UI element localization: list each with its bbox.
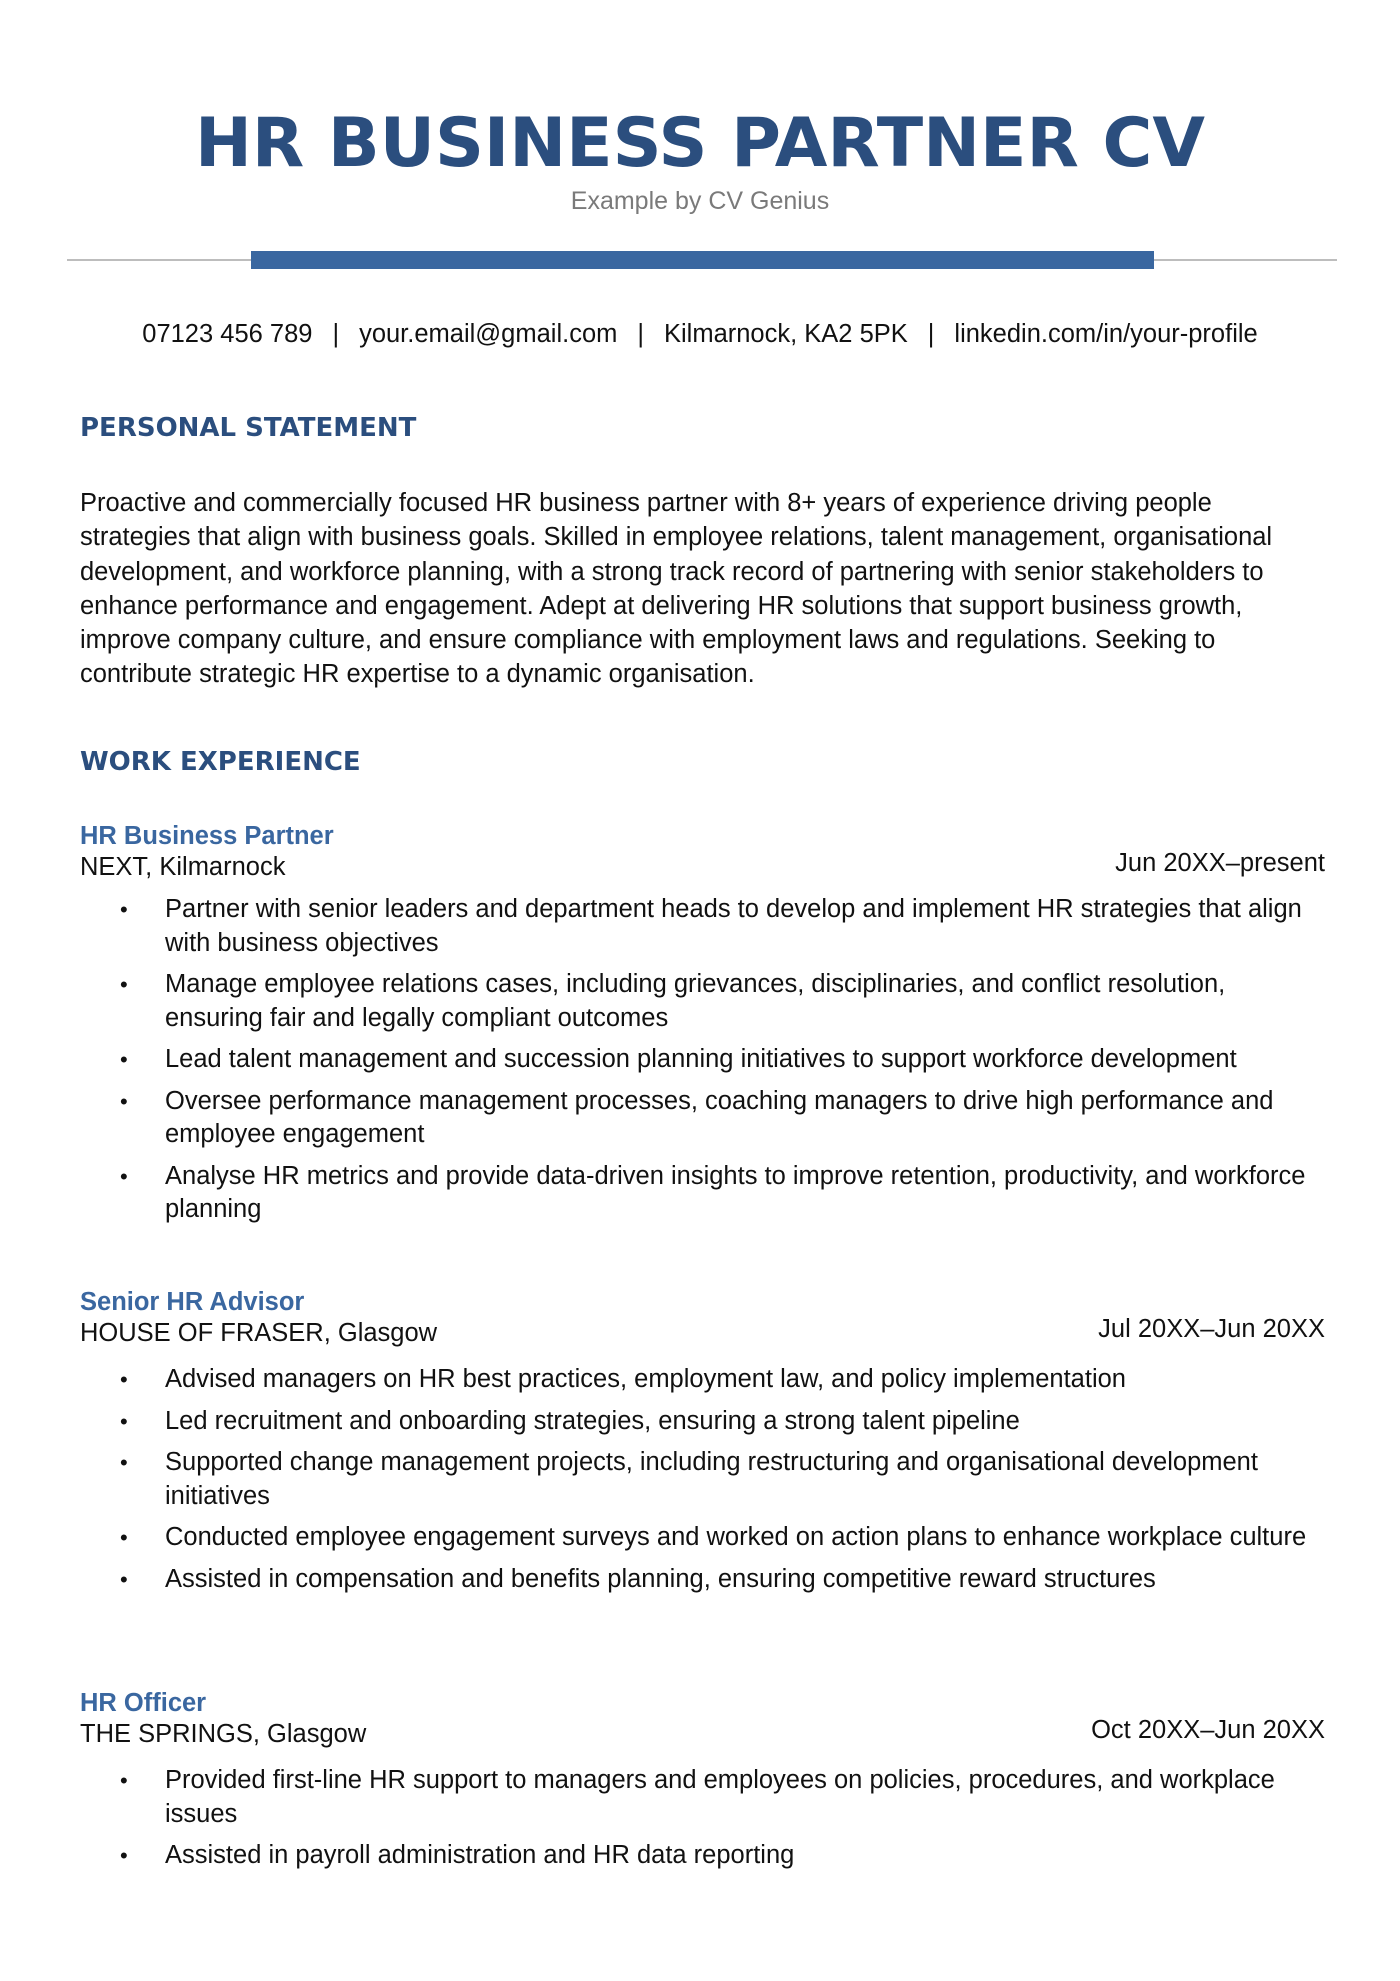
duty-text: Partner with senior leaders and department heads to develop and implement HR strategies that align with business objectives — [165, 895, 1302, 957]
bullet-icon: • — [120, 1843, 128, 1868]
personal-statement-heading: PERSONAL STATEMENT — [80, 413, 417, 443]
duty-item — [80, 1764, 1325, 1831]
duty-item — [80, 893, 1325, 960]
duty-item — [80, 1521, 1325, 1555]
job-entry — [80, 821, 1325, 1235]
duty-item — [80, 968, 1325, 1035]
contact-location: Kilmarnock, KA2 5PK — [664, 320, 908, 348]
duty-item — [80, 1839, 1325, 1873]
bullet-icon: • — [120, 1450, 128, 1475]
bullet-icon: • — [120, 1525, 128, 1550]
job-company: NEXT, Kilmarnock — [80, 853, 286, 881]
duty-text: Advised managers on HR best practices, employment law, and policy implementation — [165, 1365, 1126, 1393]
job-title: HR Business Partner — [80, 822, 334, 850]
duty-item — [80, 1085, 1325, 1152]
contact-email: your.email@gmail.com — [359, 320, 618, 348]
bullet-icon: • — [120, 1408, 128, 1434]
bullet-icon: • — [120, 1367, 128, 1392]
duty-text: Assisted in compensation and benefits planning, ensuring competitive reward structures — [165, 1564, 1156, 1593]
contact-linkedin: linkedin.com/in/your-profile — [954, 320, 1258, 348]
contact-separator: | — [927, 320, 935, 348]
bullet-icon: • — [120, 1088, 128, 1114]
duty-text: Led recruitment and onboarding strategies, ensuring a strong talent pipeline — [165, 1406, 1020, 1435]
job-dates: Jun 20XX–present — [1115, 849, 1325, 877]
job-duties — [80, 1363, 1325, 1596]
contact-line — [0, 318, 1400, 350]
contact-separator: | — [332, 320, 340, 348]
bullet-icon: • — [120, 972, 128, 997]
duty-text: Lead talent management and succession planning initiatives to support workforce development — [165, 1045, 1237, 1073]
job-company: THE SPRINGS, Glasgow — [80, 1720, 367, 1748]
duty-item — [80, 1160, 1325, 1227]
contact-phone: 07123 456 789 — [142, 320, 313, 348]
job-meta — [80, 849, 1325, 883]
bullet-icon: • — [120, 1163, 128, 1189]
bullet-icon: • — [120, 1047, 128, 1072]
bullet-icon: • — [120, 1768, 128, 1793]
duty-item — [80, 1563, 1325, 1597]
duty-item — [80, 1043, 1325, 1077]
job-entry — [80, 1287, 1325, 1604]
personal-statement-text: Proactive and commercially focused HR business partner with 8+ years of experience driving people strategies that align with business goals. Skilled in employee relations, talent management, organisational development, and workforce planning, with a strong track record of partnering with senior stakeholders to enhance performance and engagement. Adept at delivering HR solutions that support business growth, improve company culture, and ensure compliance with employment laws and regulations. Seeking to contribute strategic HR expertise to a dynamic organisation. — [80, 489, 1273, 689]
bullet-icon: • — [120, 897, 128, 922]
job-title: Senior HR Advisor — [80, 1288, 305, 1316]
job-dates: Jul 20XX–Jun 20XX — [1098, 1315, 1325, 1343]
job-title: HR Officer — [80, 1689, 207, 1717]
job-meta — [80, 1716, 1325, 1750]
duty-text: Conducted employee engagement surveys and worked on action plans to enhance workplace culture — [165, 1523, 1307, 1551]
job-duties — [80, 893, 1325, 1227]
page-title: HR BUSINESS PARTNER CV — [194, 104, 1206, 183]
page-subtitle: Example by CV Genius — [570, 187, 830, 215]
work-experience-heading: WORK EXPERIENCE — [80, 747, 361, 777]
contact-separator: | — [637, 320, 644, 348]
header-divider-accent — [251, 251, 1154, 269]
job-dates: Oct 20XX–Jun 20XX — [1091, 1716, 1325, 1744]
duty-item — [80, 1446, 1325, 1513]
job-duties — [80, 1764, 1325, 1873]
duty-item — [80, 1405, 1325, 1439]
job-entry — [80, 1688, 1325, 1881]
duty-text: Analyse HR metrics and provide data-driven insights to improve retention, productivity, and workforce planning — [165, 1161, 1306, 1223]
duty-text: Oversee performance management processes, coaching managers to drive high performance and employee engagement — [165, 1086, 1274, 1148]
job-meta — [80, 1315, 1325, 1349]
job-company: HOUSE OF FRASER, Glasgow — [80, 1319, 438, 1347]
duty-text: Manage employee relations cases, including grievances, disciplinaries, and conflict resolution, ensuring fair and legally compliant outcomes — [165, 970, 1226, 1032]
duty-text: Assisted in payroll administration and HR data reporting — [165, 1841, 795, 1869]
duty-item — [80, 1363, 1325, 1397]
duty-text: Provided first-line HR support to managers and employees on policies, procedures, and workplace issues — [165, 1766, 1275, 1828]
bullet-icon: • — [120, 1566, 128, 1592]
duty-text: Supported change management projects, including restructuring and organisational development initiatives — [165, 1448, 1258, 1510]
